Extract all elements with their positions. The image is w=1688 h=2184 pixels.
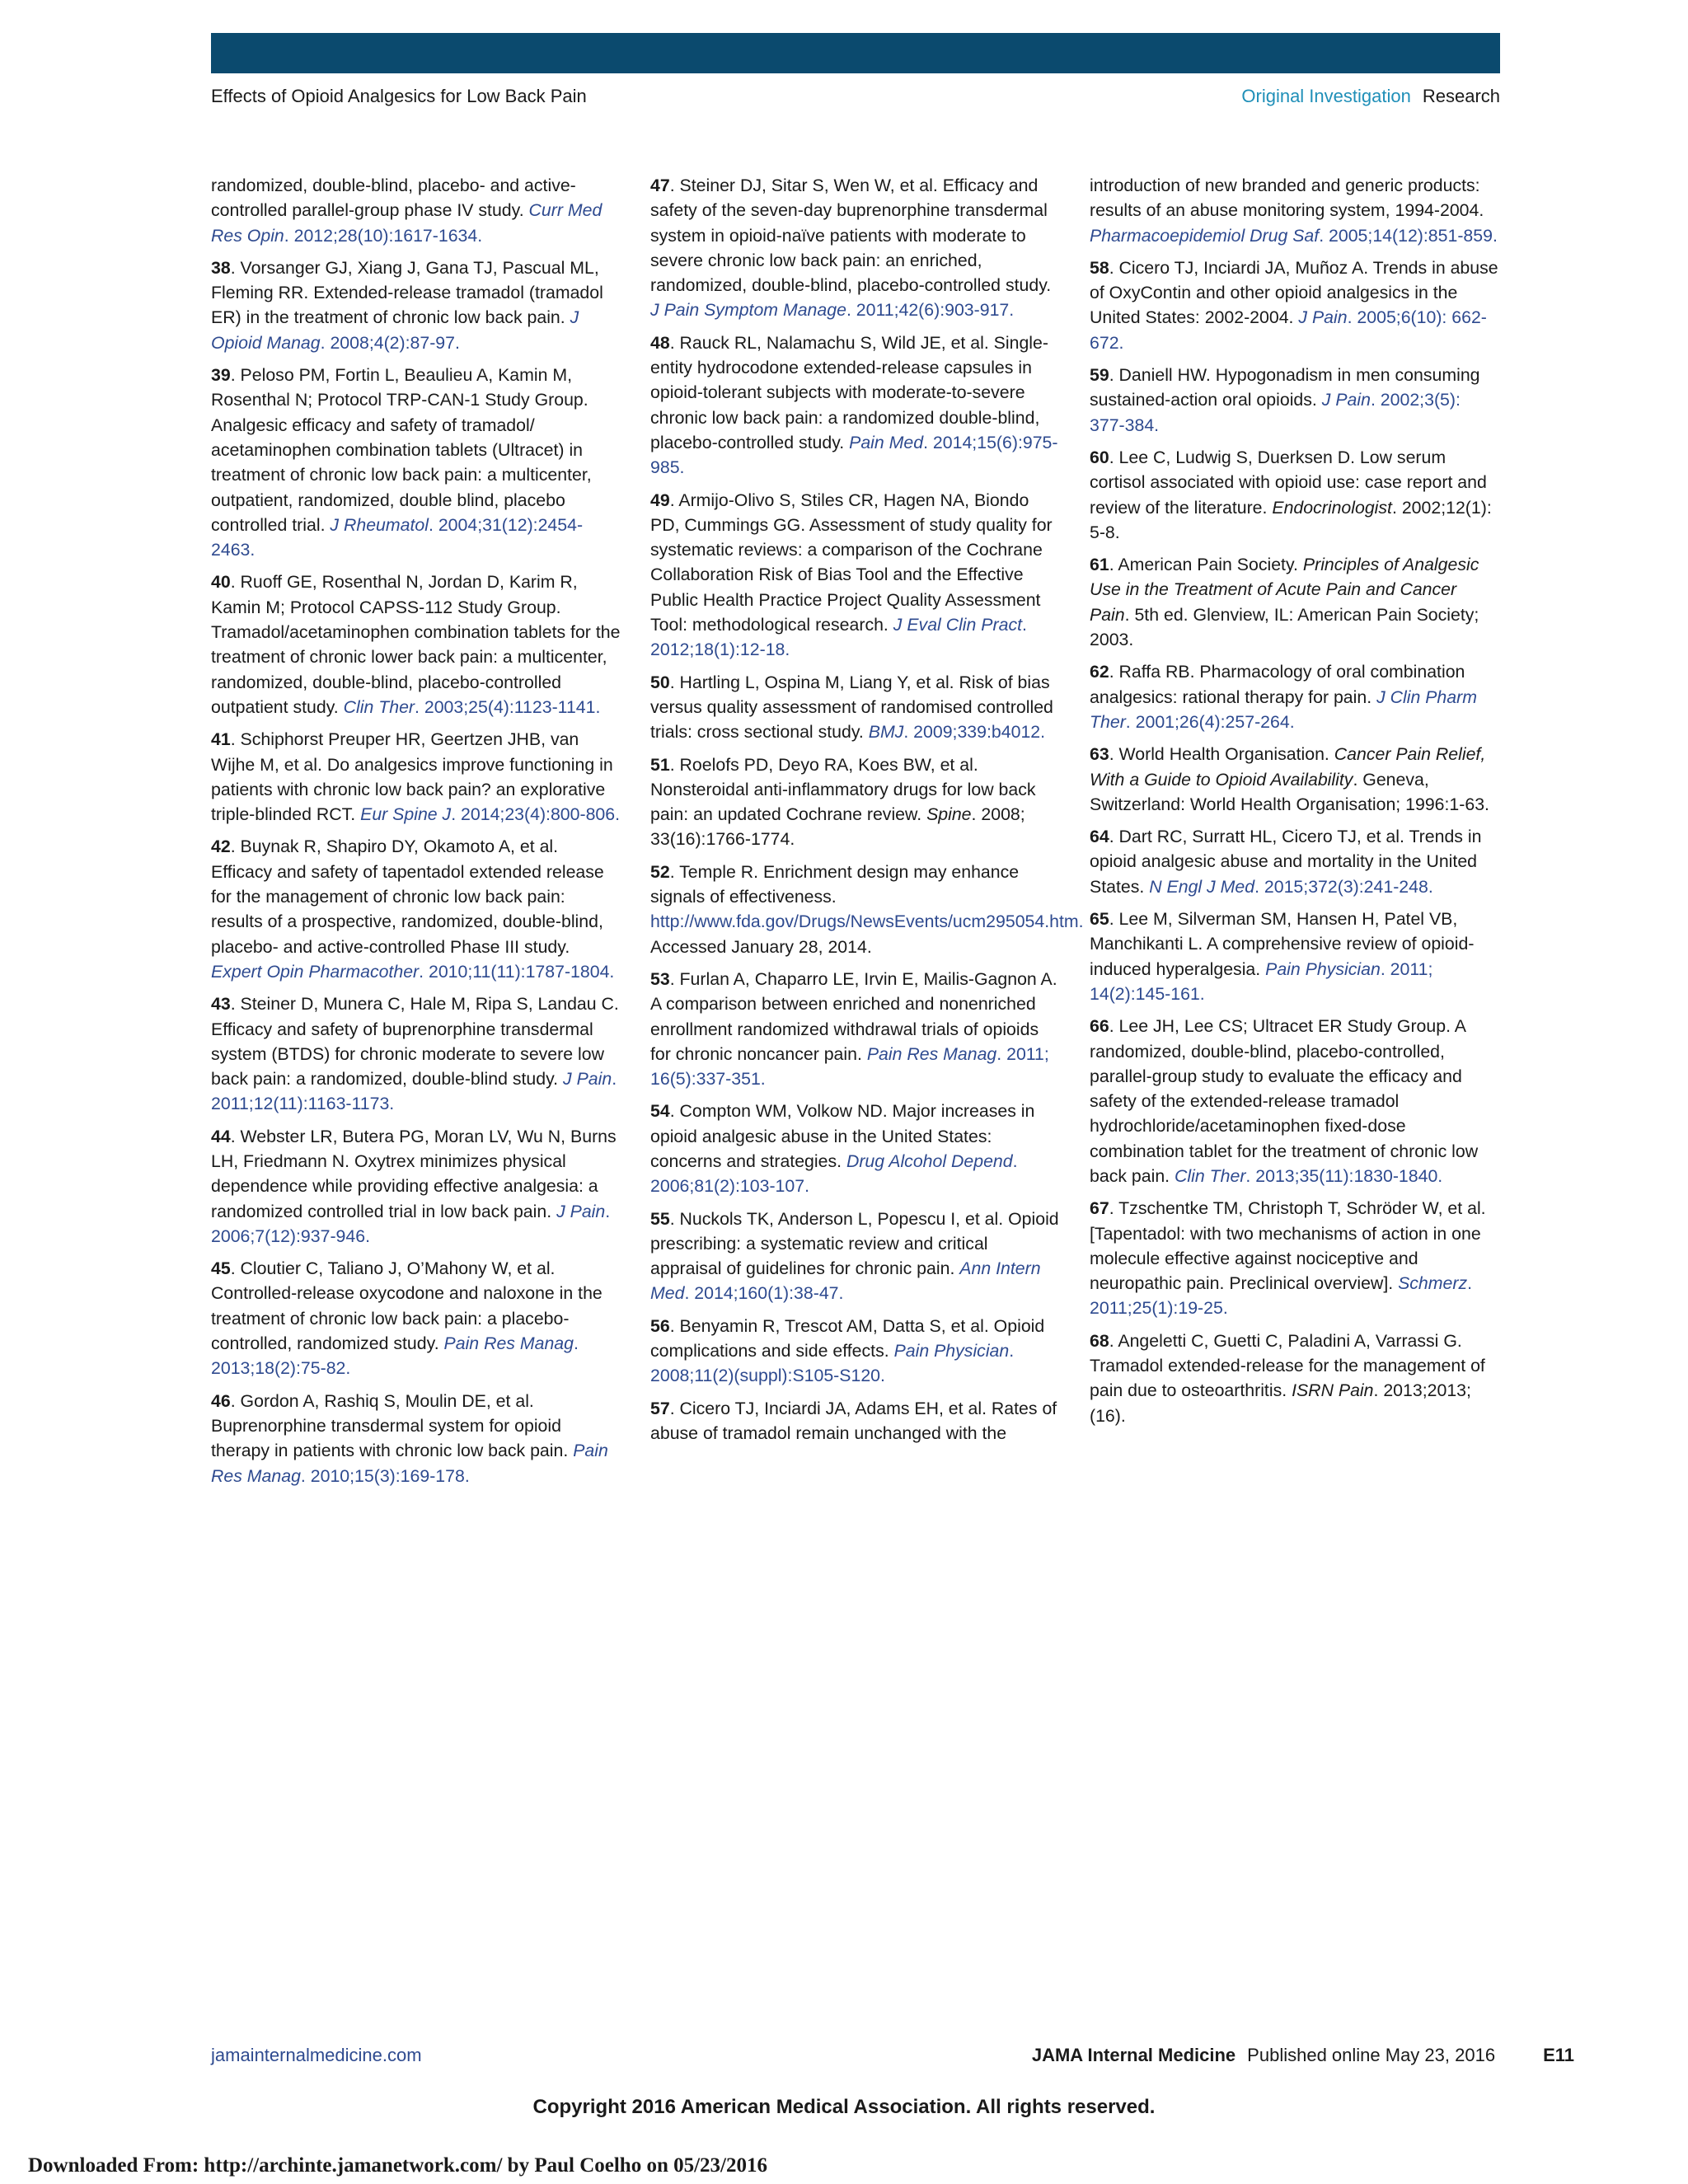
reference-text: Lee C, Ludwig S, Duerksen D. Low serum cortisol associated with opioid use: case report and review of the literature. [1090, 447, 1487, 518]
reference-text: Nuckols TK, Anderson L, Popescu I, et al. Opioid prescribing: a systematic review and critical appraisal of guidelines for chronic pain. [650, 1208, 1059, 1279]
reference-text: Hartling L, Ospina M, Liang Y, et al. Risk of bias versus quality assessment of randomised controlled trials: cross sectional study. [650, 672, 1053, 743]
reference-item: 59. Daniell HW. Hypogonadism in men consuming sustained-action oral opioids. J Pain. 2002;3(5): 377-384. [1090, 365, 1480, 435]
reference-link[interactable]: J Pain Symptom Manage [650, 300, 846, 321]
reference-text: Furlan A, Chaparro LE, Irvin E, Mailis-Gagnon A. A comparison between enriched and nonenriched enrollment randomized withdrawal trials of opioids for chronic noncancer pain. [650, 968, 1057, 1064]
footer-published-date: Published online May 23, 2016 [1247, 2045, 1496, 2065]
reference-item: 55. Nuckols TK, Anderson L, Popescu I, et al. Opioid prescribing: a systematic review and critical appraisal of guidelines for chronic pain. Ann Intern Med. 2014;160(1):38-47. [650, 1208, 1059, 1304]
reference-number: 48 [650, 332, 670, 353]
reference-link[interactable]: . 2010;11(11):1787-1804. [419, 961, 615, 982]
reference-link[interactable]: . 2001;26(4):257-264. [1125, 711, 1295, 732]
reference-link[interactable]: Clin Ther [1175, 1165, 1246, 1186]
reference-link[interactable]: . 2011;12(11):1163-1173. [211, 1069, 617, 1114]
reference-item: 43. Steiner D, Munera C, Hale M, Ripa S, Landau C. Efficacy and safety of buprenorphine transdermal system (BTDS) for chronic moderate to severe low back pain: a randomized, double-blind study. J Pain. 2011;12(11):1163-1173. [211, 994, 619, 1114]
reference-link[interactable]: . 2015;372(3):241-248. [1254, 876, 1433, 897]
reference-text: . 2002;12(1): 5-8. [1090, 497, 1492, 542]
reference-link[interactable]: . 2011; 14(2):145-161. [1090, 958, 1433, 1004]
reference-item [1090, 173, 1500, 248]
reference-text: Cicero TJ, Inciardi JA, Adams EH, et al. Rates of abuse of tramadol remain unchanged with the [650, 1398, 1057, 1443]
reference-link[interactable]: . 2014;15(6):975-985. [650, 432, 1058, 478]
reference-text: Dart RC, Surratt HL, Cicero TJ, et al. Trends in opioid analgesic abuse and mortality in the United States. [1090, 827, 1482, 897]
reference-number: 49 [650, 490, 670, 510]
reference-title-italic: Spine [926, 804, 972, 825]
reference-number: 47 [650, 176, 670, 195]
reference-link[interactable]: J Opioid Manag [211, 307, 579, 353]
reference-link[interactable]: J Clin Pharm Ther [1090, 687, 1477, 732]
reference-number: 39 [211, 365, 231, 386]
reference-link[interactable]: . 2005;14(12):851-859. [1319, 225, 1498, 246]
reference-link[interactable]: . 2006;7(12):937-946. [211, 1201, 611, 1246]
reference-text: Peloso PM, Fortin L, Beaulieu A, Kamin M, Rosenthal N; Protocol TRP-CAN-1 Study Group. Analgesic efficacy and safety of tramadol/ acetaminophen combination tablets (Ultracet) in treatment of chronic low back pain: a multicenter, outpatient, randomized, double blind, placebo controlled trial. [211, 365, 592, 535]
footer-site-link[interactable]: jamainternalmedicine.com [211, 2045, 422, 2065]
reference-item: 51. Roelofs PD, Deyo RA, Koes BW, et al. Nonsteroidal anti-inflammatory drugs for low back pain: an updated Cochrane review. Spine. 2008; 33(16):1766-1774. [650, 754, 1036, 850]
reference-item: 46. Gordon A, Rashiq S, Moulin DE, et al. Buprenorphine transdermal system for opioid therapy in patients with chronic low back pain. Pain Res Manag. 2010;15(3):169-178. [211, 1390, 608, 1486]
reference-link[interactable]: Curr Med Res Opin [211, 200, 603, 246]
reference-item: 60. Lee C, Ludwig S, Duerksen D. Low serum cortisol associated with opioid use: case report and review of the literature. Endocrinologist. 2002;12(1): 5-8. [1090, 447, 1492, 542]
reference-title-italic: Cancer Pain Relief, With a Guide to Opioid Availability [1090, 744, 1486, 790]
reference-number: 54 [650, 1101, 670, 1122]
reference-number: 66 [1090, 1016, 1109, 1037]
reference-number: 58 [1090, 257, 1109, 278]
references-column-2 [650, 173, 1084, 1453]
reference-number: 59 [1090, 365, 1109, 386]
reference-link[interactable]: http://www.fda.gov/Drugs/NewsEvents/ucm295054.htm. [650, 912, 1084, 932]
reference-title-italic: ISRN Pain [1292, 1380, 1374, 1401]
reference-number: 61 [1090, 555, 1109, 575]
reference-link[interactable]: J Eval Clin Pract [893, 615, 1023, 635]
reference-link[interactable]: . 2014;23(4):800-806. [451, 804, 621, 825]
copyright-notice: Copyright 2016 American Medical Association. All rights reserved. [532, 2096, 1156, 2118]
reference-item: 56. Benyamin R, Trescot AM, Datta S, et al. Opioid complications and side effects. Pain Physician. 2008;11(2)(suppl):S105-S120. [650, 1315, 1045, 1386]
reference-item: 52. Temple R. Enrichment design may enhance signals of effectiveness. http://www.fda.gov/Drugs/NewsEvents/ucm295054.htm. Accessed January 28, 2014. [650, 861, 1084, 957]
references-columns [211, 173, 1500, 1508]
reference-link[interactable]: . 2010;15(3):169-178. [300, 1465, 470, 1486]
reference-number: 65 [1090, 909, 1109, 930]
reference-text: . Geneva, Switzerland: World Health Organisation; 1996:1-63. [1090, 769, 1489, 814]
reference-text: Steiner D, Munera C, Hale M, Ripa S, Landau C. Efficacy and safety of buprenorphine transdermal system (BTDS) for chronic moderate to severe low back pain: a randomized, double-blind study. [211, 994, 619, 1090]
reference-item: 63. World Health Organisation. Cancer Pain Relief, With a Guide to Opioid Availability. Geneva, Switzerland: World Health Organisation; 1996:1-63. [1090, 744, 1489, 814]
reference-number: 50 [650, 672, 670, 692]
reference-link[interactable]: BMJ [868, 722, 904, 743]
reference-number: 60 [1090, 447, 1109, 467]
reference-text: Cicero TJ, Inciardi JA, Muñoz A. Trends in abuse of OxyContin and other opioid analgesics in the United States: 2002-2004. [1090, 257, 1498, 328]
reference-item: 42. Buynak R, Shapiro DY, Okamoto A, et al. Efficacy and safety of tapentadol extended release for the management of chronic low back pain: results of a prospective, randomized, double-blind, placebo- and active-controlled Phase III study. Expert Opin Pharmacother. 2010;11(11):1787-1804. [211, 837, 615, 982]
reference-text: Ruoff GE, Rosenthal N, Jordan D, Karim R, Kamin M; Protocol CAPSS-112 Study Group. Tramadol/acetaminophen combination tablets for the treatment of chronic lower back pain: a multicenter, randomized, double-blind, placebo-controlled outpatient study. [211, 572, 621, 717]
reference-item: 48. Rauck RL, Nalamachu S, Wild JE, et al. Single-entity hydrocodone extended-release capsules in opioid-tolerant subjects with moderate-to-severe chronic low back pain: a randomized double-blind, placebo-controlled study. Pain Med. 2014;15(6):975-985. [650, 332, 1058, 478]
reference-link[interactable]: . 2009;339:b4012. [903, 722, 1046, 743]
reference-link[interactable]: Drug Alcohol Depend [846, 1151, 1013, 1171]
reference-link[interactable]: J Pain [563, 1069, 612, 1090]
reference-item: 68. Angeletti C, Guetti C, Paladini A, Varrassi G. Tramadol extended-release for the management of pain due to osteoarthritis. ISRN Pain. 2013;2013;(16). [1090, 1330, 1485, 1426]
reference-item: 47. Steiner DJ, Sitar S, Wen W, et al. Efficacy and safety of the seven-day buprenorphine transdermal system in opioid-naïve patients with moderate to severe chronic low back pain: an enriched, randomized, double-blind, placebo-controlled study. J Pain Symptom Manage. 2011;42(6):903-917. [650, 176, 1052, 321]
reference-text: . 2008; 33(16):1766-1774. [650, 804, 1025, 850]
reference-link[interactable]: J Rheumatol [330, 514, 429, 535]
section-label [1241, 86, 1500, 107]
reference-number: 41 [211, 729, 231, 750]
header-bar [211, 33, 1500, 73]
reference-link[interactable]: J Pain [1321, 390, 1371, 410]
reference-text: Accessed January 28, 2014. [650, 936, 872, 957]
reference-text: introduction of new branded and generic products: results of an abuse monitoring system, 1994-2004. [1090, 176, 1484, 221]
reference-text: Roelofs PD, Deyo RA, Koes BW, et al. Nonsteroidal anti-inflammatory drugs for low back pain: an updated Cochrane review. [650, 754, 1036, 825]
reference-item: 65. Lee M, Silverman SM, Hansen H, Patel VB, Manchikanti L. A comprehensive review of opioid-induced hyperalgesia. Pain Physician. 2011; 14(2):145-161. [1090, 909, 1475, 1004]
references-column-1 [211, 173, 621, 1496]
reference-item [211, 173, 621, 248]
reference-link[interactable]: . 2005;6(10): 662-672. [1090, 307, 1487, 353]
reference-link[interactable]: Pain Med [849, 432, 924, 452]
reference-item: 64. Dart RC, Surratt HL, Cicero TJ, et al. Trends in opioid analgesic abuse and mortality in the United States. N Engl J Med. 2015;372(3):241-248. [1090, 827, 1482, 897]
reference-text: Daniell HW. Hypogonadism in men consuming sustained-action oral opioids. [1090, 365, 1480, 410]
reference-number: 55 [650, 1208, 670, 1229]
reference-text: Vorsanger GJ, Xiang J, Gana TJ, Pascual ML, Fleming RR. Extended-release tramadol (tramadol ER) in the treatment of chronic low back pain. [211, 257, 603, 328]
reference-link[interactable]: . 2014;160(1):38-47. [684, 1283, 844, 1304]
reference-number: 44 [211, 1126, 231, 1146]
reference-link[interactable]: . 2002;3(5): 377-384. [1090, 390, 1461, 435]
reference-link[interactable]: . 2011;42(6):903-917. [846, 300, 1015, 321]
reference-text: . 2013;2013;(16). [1090, 1380, 1471, 1426]
reference-text: World Health Organisation. [1118, 744, 1334, 765]
reference-text: . 5th ed. Glenview, IL: American Pain Society; 2003. [1090, 604, 1479, 650]
reference-link[interactable]: Schmerz [1398, 1273, 1468, 1294]
reference-link[interactable]: . 2012;18(1):12-18. [650, 615, 1027, 660]
reference-text: Webster LR, Butera PG, Moran LV, Wu N, Burns LH, Friedmann N. Oxytrex minimizes physical dependence while providing effective analgesia: a randomized controlled trial in low back pain. [211, 1126, 617, 1221]
reference-link[interactable]: . 2012;28(10):1617-1634. [284, 225, 483, 246]
reference-link[interactable]: . 2008;11(2)(suppl):S105-S120. [650, 1341, 1015, 1386]
reference-number: 51 [650, 754, 670, 775]
reference-number: 67 [1090, 1198, 1109, 1219]
reference-text: Gordon A, Rashiq S, Moulin DE, et al. Buprenorphine transdermal system for opioid therapy in patients with chronic low back pain. [211, 1390, 574, 1461]
reference-link[interactable]: Clin Ther [343, 696, 415, 717]
reference-link[interactable]: Pain Physician [1265, 958, 1381, 979]
reference-text: Temple R. Enrichment design may enhance signals of effectiveness. [650, 861, 1020, 907]
reference-text: Lee JH, Lee CS; Ultracet ER Study Group. A randomized, double-blind, placebo-controlled, parallel-group study to evaluate the efficacy and safety of the extended-release tramadol hydrochloride/acetaminophen fixed-dose combination tablet for the treatment of chronic low back pain. [1090, 1016, 1479, 1186]
reference-link[interactable]: Pain Res Manag [211, 1441, 608, 1486]
reference-number: 38 [211, 257, 231, 278]
reference-title-italic: Principles of Analgesic Use in the Treatment of Acute Pain and Cancer Pain [1090, 555, 1479, 625]
section-research: Research [1422, 86, 1500, 106]
reference-link[interactable]: . 2011; 16(5):337-351. [650, 1043, 1049, 1090]
reference-text: Steiner DJ, Sitar S, Wen W, et al. Efficacy and safety of the seven-day buprenorphine transdermal system in opioid-naïve patients with moderate to severe chronic low back pain: an enriched, randomized, double-blind, placebo-controlled study. [650, 176, 1052, 296]
reference-item: 49. Armijo-Olivo S, Stiles CR, Hagen NA, Biondo PD, Cummings GG. Assessment of study quality for systematic reviews: a comparison of the Cochrane Collaboration Risk of Bias Tool and the Effective Public Health Practice Project Quality Assessment Tool: methodological research. J Eval Clin Pract. 2012;18(1):12-18. [650, 490, 1053, 660]
reference-number: 53 [650, 968, 670, 989]
reference-link[interactable]: Ann Intern Med [650, 1258, 1041, 1304]
reference-text: Cloutier C, Taliano J, O’Mahony W, et al. Controlled-release oxycodone and naloxone in the treatment of chronic low back pain: a placebo-controlled, randomized study. [211, 1258, 603, 1354]
reference-number: 56 [650, 1315, 670, 1336]
reference-text: Lee M, Silverman SM, Hansen H, Patel VB, Manchikanti L. A comprehensive review of opioid-induced hyperalgesia. [1090, 909, 1475, 979]
reference-text: Rauck RL, Nalamachu S, Wild JE, et al. Single-entity hydrocodone extended-release capsules in opioid-tolerant subjects with moderate-to-severe chronic low back pain: a randomized double-blind, placebo-controlled study. [650, 332, 1048, 452]
reference-text: Tzschentke TM, Christoph T, Schröder W, et al. [Tapentadol: with two mechanisms of action in one molecule effective against nociceptive and neuropathic pain. Preclinical overview]. [1090, 1198, 1486, 1294]
reference-link[interactable]: Pain Physician [893, 1341, 1010, 1361]
reference-item: 44. Webster LR, Butera PG, Moran LV, Wu N, Burns LH, Friedmann N. Oxytrex minimizes physical dependence while providing effective analgesia: a randomized controlled trial in low back pain. J Pain. 2006;7(12):937-946. [211, 1126, 617, 1246]
running-header [211, 86, 1500, 110]
reference-item: 41. Schiphorst Preuper HR, Geertzen JHB, van Wijhe M, et al. Do analgesics improve functioning in patients with chronic low back pain? an explorative triple-blinded RCT. Eur Spine J. 2014;23(4):800-806. [211, 729, 621, 825]
reference-text: randomized, double-blind, placebo- and active-controlled parallel-group phase IV study. [211, 176, 576, 221]
reference-link[interactable]: . 2011;25(1):19-25. [1090, 1273, 1473, 1319]
reference-number: 42 [211, 837, 231, 857]
reference-number: 68 [1090, 1330, 1109, 1351]
page-number: E11 [1543, 2045, 1574, 2065]
reference-item: 67. Tzschentke TM, Christoph T, Schröder W, et al. [Tapentadol: with two mechanisms of action in one molecule effective against nociceptive and neuropathic pain. Preclinical overview]. Schmerz. 2011;25(1):19-25. [1090, 1198, 1486, 1319]
reference-link[interactable]: . 2006;81(2):103-107. [650, 1151, 1018, 1197]
reference-text: Benyamin R, Trescot AM, Datta S, et al. Opioid complications and side effects. [650, 1315, 1045, 1361]
reference-text: Armijo-Olivo S, Stiles CR, Hagen NA, Biondo PD, Cummings GG. Assessment of study quality for systematic reviews: a comparison of the Cochrane Collaboration Risk of Bias Tool and the Effective Public Health Practice Project Quality Assessment Tool: methodological research. [650, 490, 1053, 635]
reference-number: 40 [211, 572, 231, 593]
reference-link[interactable]: J Pain [556, 1201, 606, 1221]
reference-link[interactable]: . 2008;4(2):87-97. [320, 332, 460, 353]
reference-item: 66. Lee JH, Lee CS; Ultracet ER Study Group. A randomized, double-blind, placebo-controlled, parallel-group study to evaluate the efficacy and safety of the extended-release tramadol hydrochloride/acetaminophen fixed-dose combination tablet for the treatment of chronic low back pain. Clin Ther. 2013;35(11):1830-1840. [1090, 1016, 1479, 1186]
reference-link[interactable]: Eur Spine J [360, 804, 452, 825]
reference-title-italic: Endocrinologist [1272, 497, 1392, 518]
reference-number: 57 [650, 1398, 670, 1418]
reference-item: 39. Peloso PM, Fortin L, Beaulieu A, Kamin M, Rosenthal N; Protocol TRP-CAN-1 Study Group. Analgesic efficacy and safety of tramadol/ acetaminophen combination tablets (Ultracet) in treatment of chronic low back pain: a multicenter, outpatient, randomized, double blind, placebo controlled trial. J Rheumatol. 2004;31(12):2454-2463. [211, 365, 592, 560]
reference-number: 62 [1090, 662, 1109, 682]
reference-item: 53. Furlan A, Chaparro LE, Irvin E, Mailis-Gagnon A. A comparison between enriched and nonenriched enrollment randomized withdrawal trials of opioids for chronic noncancer pain. Pain Res Manag. 2011; 16(5):337-351. [650, 968, 1057, 1090]
reference-text: Buynak R, Shapiro DY, Okamoto A, et al. Efficacy and safety of tapentadol extended release for the management of chronic low back pain: results of a prospective, randomized, double-blind, placebo- and active-controlled Phase III study. [211, 837, 604, 957]
reference-item: 40. Ruoff GE, Rosenthal N, Jordan D, Karim R, Kamin M; Protocol CAPSS-112 Study Group. Tramadol/acetaminophen combination tablets for the treatment of chronic lower back pain: a multicenter, randomized, double-blind, placebo-controlled outpatient study. Clin Ther. 2003;25(4):1123-1141. [211, 572, 621, 717]
reference-item: 45. Cloutier C, Taliano J, O’Mahony W, et al. Controlled-release oxycodone and naloxone in the treatment of chronic low back pain: a placebo-controlled, randomized study. Pain Res Manag. 2013;18(2):75-82. [211, 1258, 603, 1379]
reference-item: 57. Cicero TJ, Inciardi JA, Adams EH, et al. Rates of abuse of tramadol remain unchanged with the [650, 1398, 1057, 1443]
references-column-3 [1090, 173, 1500, 1436]
reference-item: 58. Cicero TJ, Inciardi JA, Muñoz A. Trends in abuse of OxyContin and other opioid analgesics in the United States: 2002-2004. J Pain. 2005;6(10): 662-672. [1090, 257, 1498, 353]
reference-number: 52 [650, 861, 670, 882]
reference-number: 64 [1090, 827, 1109, 847]
footer-journal-name: JAMA Internal Medicine [1031, 2045, 1236, 2065]
reference-link[interactable]: Expert Opin Pharmacother [211, 961, 420, 982]
reference-number: 46 [211, 1390, 231, 1411]
reference-number: 63 [1090, 744, 1109, 765]
reference-link[interactable]: N Engl J Med [1149, 876, 1255, 897]
reference-link[interactable]: . 2003;25(4):1123-1141. [415, 696, 601, 717]
reference-text: Compton WM, Volkow ND. Major increases in opioid analgesic abuse in the United States: concerns and strategies. [650, 1101, 1035, 1171]
reference-number: 43 [211, 994, 231, 1015]
reference-item: 61. American Pain Society. Principles of Analgesic Use in the Treatment of Acute Pain and Cancer Pain. 5th ed. Glenview, IL: American Pain Society; 2003. [1090, 555, 1479, 650]
reference-link[interactable]: Pain Res Manag [443, 1333, 574, 1354]
reference-link[interactable]: . 2013;18(2):75-82. [211, 1333, 579, 1379]
reference-link[interactable]: . 2004;31(12):2454-2463. [211, 514, 584, 560]
reference-number: 45 [211, 1258, 231, 1279]
reference-text: American Pain Society. [1118, 555, 1303, 575]
article-title: Effects of Opioid Analgesics for Low Back Pain [211, 86, 587, 106]
reference-text: Schiphorst Preuper HR, Geertzen JHB, van Wijhe M, et al. Do analgesics improve functioning in patients with chronic low back pain? an explorative triple-blinded RCT. [211, 729, 613, 825]
reference-item: 62. Raffa RB. Pharmacology of oral combination analgesics: rational therapy for pain. J Clin Pharm Ther. 2001;26(4):257-264. [1090, 662, 1477, 732]
reference-item: 50. Hartling L, Ospina M, Liang Y, et al. Risk of bias versus quality assessment of randomised controlled trials: cross sectional study. BMJ. 2009;339:b4012. [650, 672, 1053, 743]
reference-item: 38. Vorsanger GJ, Xiang J, Gana TJ, Pascual ML, Fleming RR. Extended-release tramadol (tramadol ER) in the treatment of chronic low back pain. J Opioid Manag. 2008;4(2):87-97. [211, 257, 603, 353]
footer-journal-info [1032, 2045, 1574, 2066]
reference-link[interactable]: . 2013;35(11):1830-1840. [1245, 1165, 1443, 1186]
reference-link[interactable]: J Pain [1298, 307, 1348, 328]
reference-text: Raffa RB. Pharmacology of oral combination analgesics: rational therapy for pain. [1090, 662, 1465, 707]
reference-item: 54. Compton WM, Volkow ND. Major increases in opioid analgesic abuse in the United States: concerns and strategies. Drug Alcohol Depend. 2006;81(2):103-107. [650, 1101, 1035, 1197]
section-original-investigation: Original Investigation [1241, 86, 1411, 106]
reference-link[interactable]: Pharmacoepidemiol Drug Saf [1090, 225, 1320, 246]
reference-link[interactable]: Pain Res Manag [866, 1043, 997, 1064]
page-footer [211, 2045, 1574, 2069]
reference-text: Angeletti C, Guetti C, Paladini A, Varrassi G. Tramadol extended-release for the management of pain due to osteoarthritis. [1090, 1330, 1485, 1401]
download-stamp: Downloaded From: http://archinte.jamanetwork.com/ by Paul Coelho on 05/23/2016 [28, 2154, 767, 2177]
